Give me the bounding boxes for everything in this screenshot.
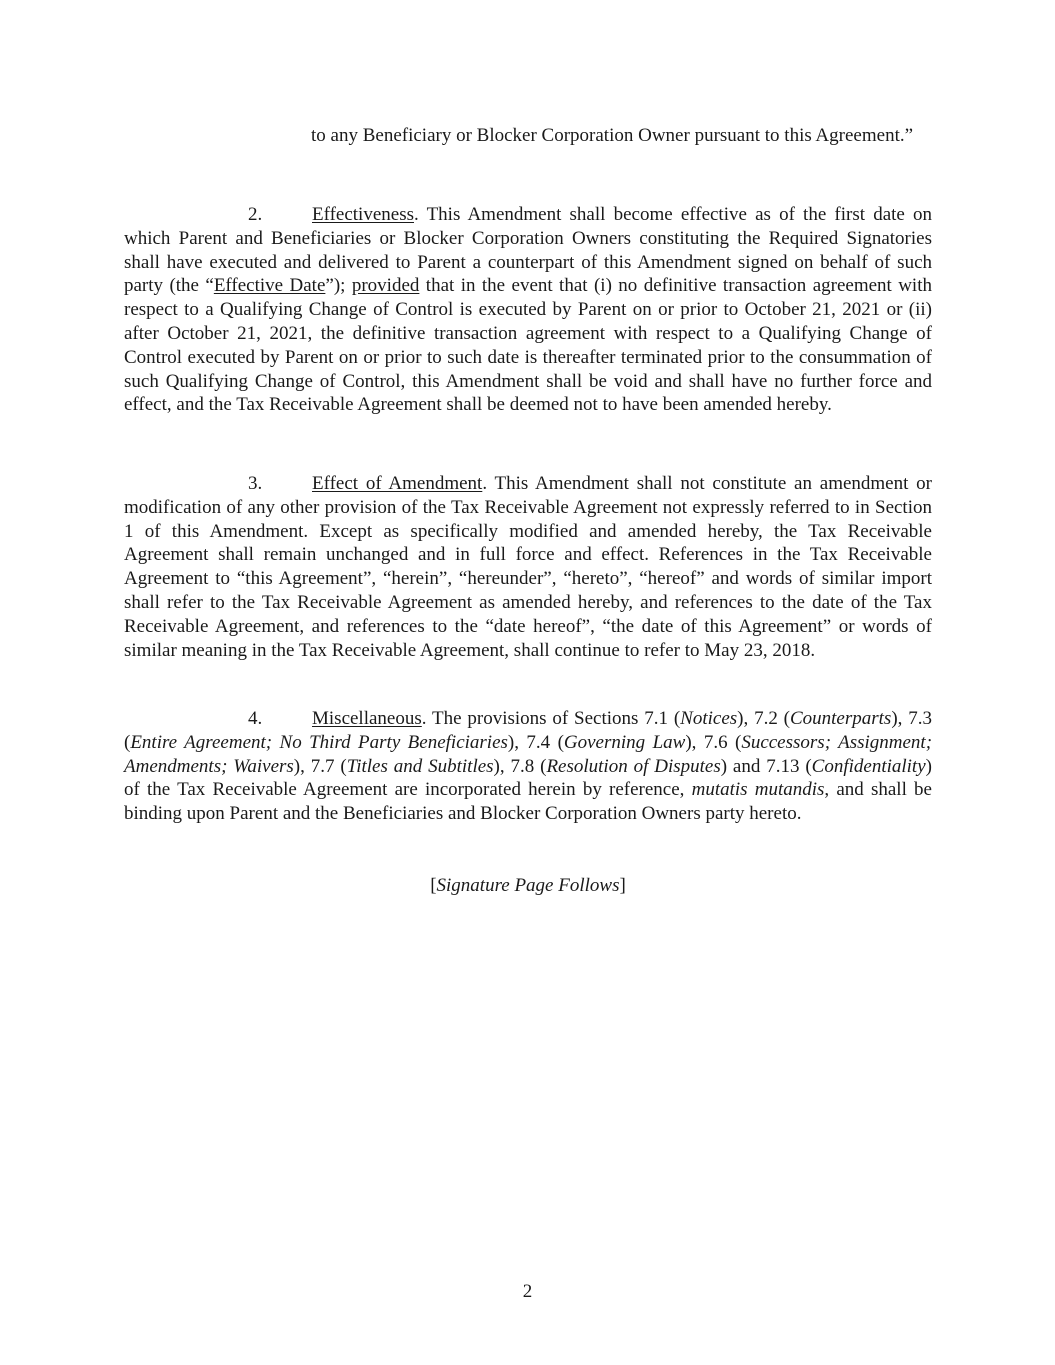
bracket: [ xyxy=(430,875,437,896)
section-text: ) of the Tax Receivable Agreement are incorporated herein by reference, xyxy=(124,755,932,801)
section-text: , and shall be binding upon Parent and the Beneficiaries and Blocker Corporation Owners party hereto. xyxy=(124,779,932,825)
section-text: ), 7.4 ( xyxy=(507,731,564,753)
section-text: ) and 7.13 ( xyxy=(720,755,812,777)
section-heading: Miscellaneous xyxy=(312,708,422,729)
section-title-italic: Confidentiality xyxy=(811,755,926,777)
section-text: ), 7.3 ( xyxy=(124,708,933,753)
continuation-text: to any Beneficiary or Blocker Corporation Owner pursuant to this Agreement.” xyxy=(311,125,914,146)
section-title-italic: Counterparts xyxy=(789,708,892,729)
section-text: ”); xyxy=(325,275,352,297)
signature-page-note xyxy=(124,874,932,898)
section-2-paragraph xyxy=(0,203,932,417)
latin-phrase: mutatis mutandis xyxy=(691,779,825,801)
section-heading: Effect of Amendment xyxy=(312,473,483,494)
section-text: ), 7.6 ( xyxy=(685,731,742,753)
section-4-paragraph xyxy=(0,707,932,826)
defined-term: Effective Date xyxy=(213,275,326,297)
bracket: ] xyxy=(619,875,626,896)
page-number: 2 xyxy=(522,1281,533,1302)
section-text: ), 7.8 ( xyxy=(493,755,547,777)
section-title-italic: Governing Law xyxy=(563,731,686,753)
section-title-italic: Successors; Assignment; Amendments; Waivers xyxy=(124,731,933,777)
section-text: . This Amendment shall not constitute an amendment or modification of any other provision of the Tax Receivable Agreement not expressly referred to in Section 1 of this Amendment. Except as specifically modified and amended hereby, the Tax Receivable Agreement shall remain unchanged and in full force and effect. References in the Tax Receivable Agreement to “this Agreement”, “herein”, “hereunder”, “hereto”, “hereof” and words of similar import shall refer to the Tax Receivable Agreement as amended hereby, and references to the date of the Tax Receivable Agreement, and references to the “date hereof”, “the date of this Agreement” or words of similar meaning in the Tax Receivable Agreement, shall continue to refer to May 23, 2018. xyxy=(124,473,932,661)
section-title-italic: Resolution of Disputes xyxy=(546,755,721,777)
section-text: ), 7.7 ( xyxy=(293,755,347,777)
section-text: ), 7.2 ( xyxy=(737,708,790,729)
section-text: that in the event that (i) no definitive transaction agreement with respect to a Qualifying Change of Control is executed by Parent on or prior to October 21, 2021 or (ii) after October 21, 2021, the definitive transaction agreement with respect to a Qualifying Change of Control executed by Parent on or prior to such date is thereafter terminated prior to the consummation of such Qualifying Change of Control, this Amendment shall be void and shall have no further force and effect, and the Tax Receivable Agreement shall be deemed not to have been amended hereby. xyxy=(124,275,932,416)
section-number: 3. xyxy=(248,473,263,494)
section-heading: Effectiveness xyxy=(312,204,414,225)
section-title-italic: Entire Agreement; No Third Party Beneficiaries xyxy=(130,731,508,753)
proviso-term: provided xyxy=(351,275,420,297)
section-3-paragraph xyxy=(0,472,932,662)
section-text: . This Amendment shall become effective as of the first date on which Parent and Beneficiaries or Blocker Corporation Owners constituting the Required Signatories shall have executed and delivered to Parent a counterpart of this Amendment signed on behalf of such party (the “ xyxy=(124,204,932,297)
section-number: 2. xyxy=(248,204,263,225)
section-number: 4. xyxy=(248,708,263,729)
section-title-italic: Notices xyxy=(680,708,738,729)
section-title-italic: Titles and Subtitles xyxy=(346,755,494,777)
continuation-paragraph xyxy=(311,124,932,148)
section-text: . The provisions of Sections 7.1 ( xyxy=(421,708,681,729)
signature-note-text: Signature Page Follows xyxy=(436,875,620,896)
